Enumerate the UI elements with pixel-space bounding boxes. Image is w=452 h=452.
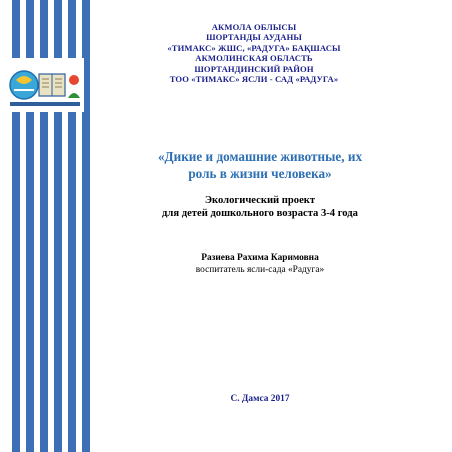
kindergarten-emblem-icon — [8, 58, 84, 112]
header-line: ШОРТАНДИНСКИЙ РАЙОН — [194, 63, 314, 74]
header-line: ТОО «ТИМАКС» ЯСЛИ - САД «РАДУГА» — [169, 74, 339, 85]
author-role: воспитатель ясли-сада «Радуга» — [195, 265, 325, 275]
header-line: АКМОЛА ОБЛЫСЫ — [211, 22, 297, 32]
author-name: Разиева Рахима Каримовна — [201, 253, 319, 263]
header-line: «ТИМАКС» ЖШС, «РАДУГА» БАҚШАСЫ — [167, 42, 341, 53]
header-line: АКМОЛИНСКАЯ ОБЛАСТЬ — [195, 53, 313, 64]
project-subtitle — [98, 194, 422, 220]
institution-header — [104, 22, 404, 84]
place-date: С. Дамса 2017 — [230, 394, 290, 404]
author-block — [98, 252, 422, 276]
subtitle-line: Экологический проект — [204, 195, 316, 206]
title-line: роль в жизни человека» — [188, 166, 332, 181]
title-line: «Дикие и домашние животные, их — [157, 149, 363, 164]
subtitle-line: для детей дошкольного возраста 3-4 года — [162, 208, 358, 219]
project-title — [98, 148, 422, 182]
header-line: ШОРТАНДЫ АУДАНЫ — [206, 32, 302, 43]
